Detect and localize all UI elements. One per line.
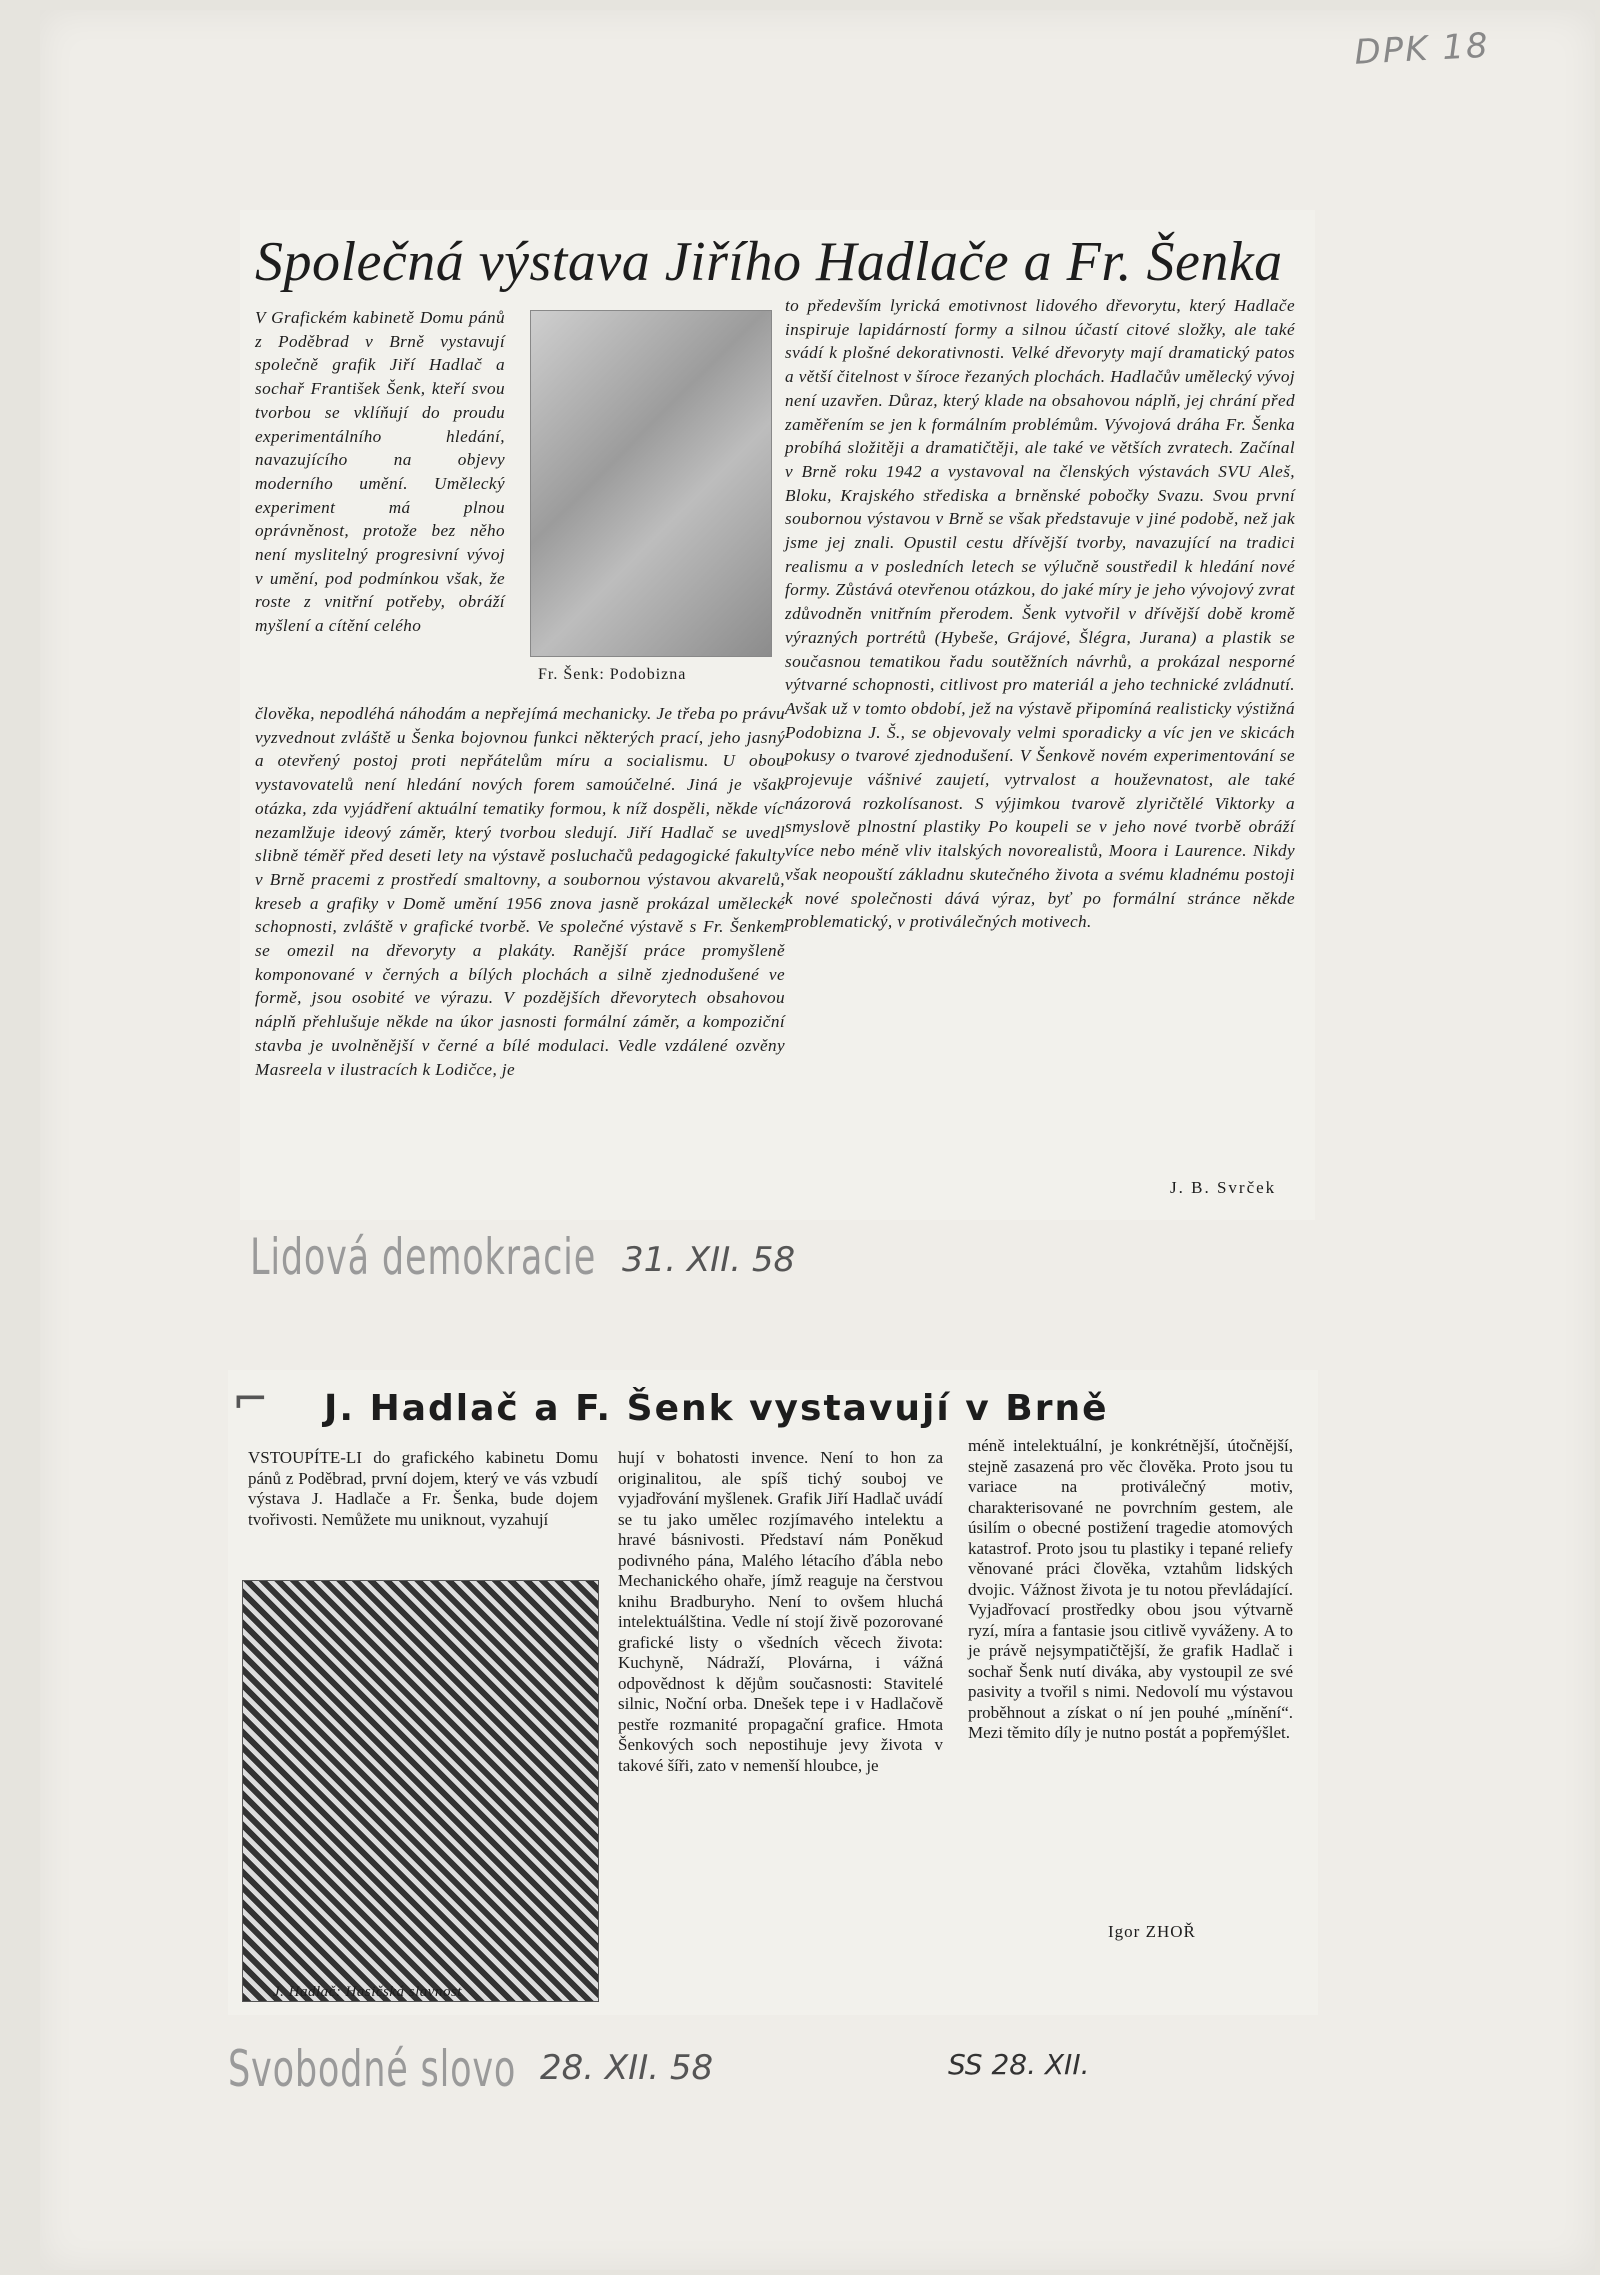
article-text-col1: VSTOUPÍTE-LI do grafického kabinetu Domu pánů z Poděbrad, první dojem, který ve vás vzbudí výstava J. Hadlače a Fr. Šenka, bude dojem tvořivosti. Nemůžete mu uniknout, vyzahují	[248, 1448, 598, 1529]
woodcut-image	[242, 1580, 599, 2002]
clipping-svobodne-slovo	[228, 1370, 1318, 2015]
article-title: Společná výstava Jiřího Hadlače a Fr. Šenka	[255, 231, 1283, 293]
article-text-col3: méně intelektuální, je konkrétnější, útočnější, stejně zasazená pro věc člověka. Proto jsou tu variace na protiválečný motiv, charakterisované ne povrchním gestem, ale úsilím o obecné postižení tragedie atomových katastrof. Proto jsou tu plastiky i tepané reliefy věnované práci člověka, vztahům lidských dvojic. Vážnost života je tu notou převládající. Vyjadřovací prostředky obou jsou výtvarně ryzí, míra a fantasie jsou citlivě vyváženy. A to je právě nejsympatičtější, že grafik Hadlač i sochař Šenk nutí diváka, aby vystoupil ze své pasivity a tvořil s nimi. Nedovolí mu výstavou proběhnout a získat o ní jen pouhé „mínění“. Mezi těmito díly je nutno postát a popřemýšlet.	[968, 1436, 1293, 1742]
stamp-date: 31. XII. 58	[622, 1240, 796, 1280]
article-text-right: to především lyrická emotivnost lidového dřevorytu, který Hadlače inspiruje lapidárností formy a silnou účastí citové složky, ale také svádí k plošné dekorativnosti. Velké dřevoryty mají dramatický patos a větší čitelnost v šíroce řezaných plochách. Hadlačův umělecký vývoj není uzavřen. Důraz, který klade na obsahovou náplň, jej chrání před zaměřením se jen k formálním problémům. Vývojová dráha Fr. Šenka probíhá složitěji a dramatičtěji, ale také ve větších zvratech. Začínal v Brně roku 1942 a vystavoval na členských výstavách SVU Aleš, Bloku, Krajského střediska a brněnské pobočky Svazu. Svou první soubornou výstavou v Brně se však představuje v jiné podobě, než jak jsme jej znali. Opustil cestu dřívější tvorby, navazující na tradici realismu a v posledních letech se výlučně soustředil k hledání nové formy. Zůstává otevřenou otázkou, do jaké míry je jeho vývojový zvrat zdůvodněn vnitřním přerodem. Šenk vytvořil v dřívější době kromě výrazných portrétů (Hybeše, Grájové, Šlégra, Jurana) a plastik se současnou tematikou řadu soutěžních návrhů, a prokázal nesporné výtvarné schopnosti, citlivost pro materiál a jeho technické zvládnutí. Avšak už v tomto období, jež na výstavě připomíná realisticky výstižná Podobizna J. Š., se objevovaly velmi sporadicky a víc jen ve skicách pokusy o tvarové zjednodušení. V Šenkově novém experimentování se projevuje vášnivé zaujetí, vytrvalost a houževnatost, ale také názorová rozkolísanost. S výjimkou tvarově zlyričtělé Viktorky a smyslově plnostní plastiky Po koupeli se v jeho nové tvorbě obráží více nebo méně vliv italských novorealistů, Moora i Laurence. Nikdy však neopouští základnu skutečného života a svému kladnému postoji k nové společnosti dává výraz, byť po formální stránce někde problematický, v protiválečných motivech.	[785, 296, 1295, 932]
newspaper-stamp: Svobodné slovo	[228, 2040, 517, 2098]
portrait-photo	[530, 310, 772, 657]
article-title: J. Hadlač a F. Šenk vystavují v Brně	[324, 1388, 1109, 1429]
article-text-left-top: V Grafickém kabinetě Domu pánů z Poděbrad v Brně vystavují společně grafik Jiří Hadlač a sochař František Šenk, kteří svou tvorbou se vklíňují do proudu experimentálního hledání, navazujícího na objevy moderního umění. Umělecký experiment má plnou oprávněnost, protože bez něho není myslitelný progresivní vývoj v umění, pod podmínkou však, že roste z vnitřní potřeby, obráží myšlení a cítění celého	[255, 308, 505, 636]
stamp-date: 28. XII. 58	[540, 2048, 714, 2088]
archive-note: DPK 18	[1353, 25, 1491, 73]
article-text-left-bottom: člověka, nepodléhá náhodám a nepřejímá mechanicky. Je třeba po právu vyzvednout zvláště u Šenka bojovnou funkci některých prací, jeho jasný a otevřený postoj proti nepřátelům míru a socialismu. U obou vystavovatelů není hledání nových forem samoúčelné. Jiná je však otázka, zda vyjádření aktuální tematiky formou, k níž dospěli, někde víc nezamlžuje ideový záměr, který tvorbou sledují. Jiří Hadlač se uvedl slibně téměř před deseti lety na výstavě posluchačů pedagogické fakulty v Brně pracemi z prostředí smaltovny, a soubornou výstavou akvarelů, kreseb a grafiky v Domě umění 1956 znova jasně prokázal umělecké schopnosti, zvláště v grafické tvorbě. Ve společné výstavě s Fr. Šenkem se omezil na dřevoryty a plakáty. Ranější práce promyšleně komponované v černých a bílých plochách a silně zjednodušené ve formě, jsou osobité ve výrazu. V pozdějších dřevorytech obsahovou náplň přehlušuje někde na úkor jasnosti formální záměr, a kompoziční stavba je uvolněnější v černé a bílé modulaci. Vedle vzdálené ozvěny Masreela v ilustracích k Lodičce, je	[255, 704, 785, 1079]
corner-bracket: ⌐	[232, 1374, 269, 1425]
article-signature: J. B. Svrček	[1170, 1178, 1277, 1197]
pencil-note: SS 28. XII.	[948, 2048, 1090, 2081]
woodcut-caption: J. Hadlač: Hasičská slavnost	[273, 1984, 462, 2000]
article-text-col2: hují v bohatosti invence. Není to hon za originalitou, ale spíš tichý souboj ve vyjadřování myšlenek. Grafik Jiří Hadlač uvádí se tu jako umělec rozjímavého intelektu a hravé básnivosti. Představí nám Poněkud podivného pána, Malého létacího ďábla nebo Mechanického ohaře, jímž reaguje na čerstvou knihu Bradburyho. Není to ovšem hluchá intelektuálština. Vedle ní stojí živě pozorované grafické listy o všedních věcech života: Kuchyně, Nádraží, Plovárna, i vážná odpovědnost k dějům současnosti: Stavitelé silnic, Noční orba. Dnešek tepe i v Hadlačově pestře rozmanité propagační grafice. Hmota Šenkových soch nepostihuje jevy života v takové šíři, zato v nemenší hloubce, je	[618, 1448, 943, 1775]
article-signature: Igor ZHOŘ	[1108, 1922, 1196, 1941]
newspaper-stamp: Lidová demokracie	[250, 1228, 597, 1286]
clipping-lidova-demokracie	[240, 210, 1315, 1220]
portrait-caption: Fr. Šenk: Podobizna	[538, 666, 687, 683]
